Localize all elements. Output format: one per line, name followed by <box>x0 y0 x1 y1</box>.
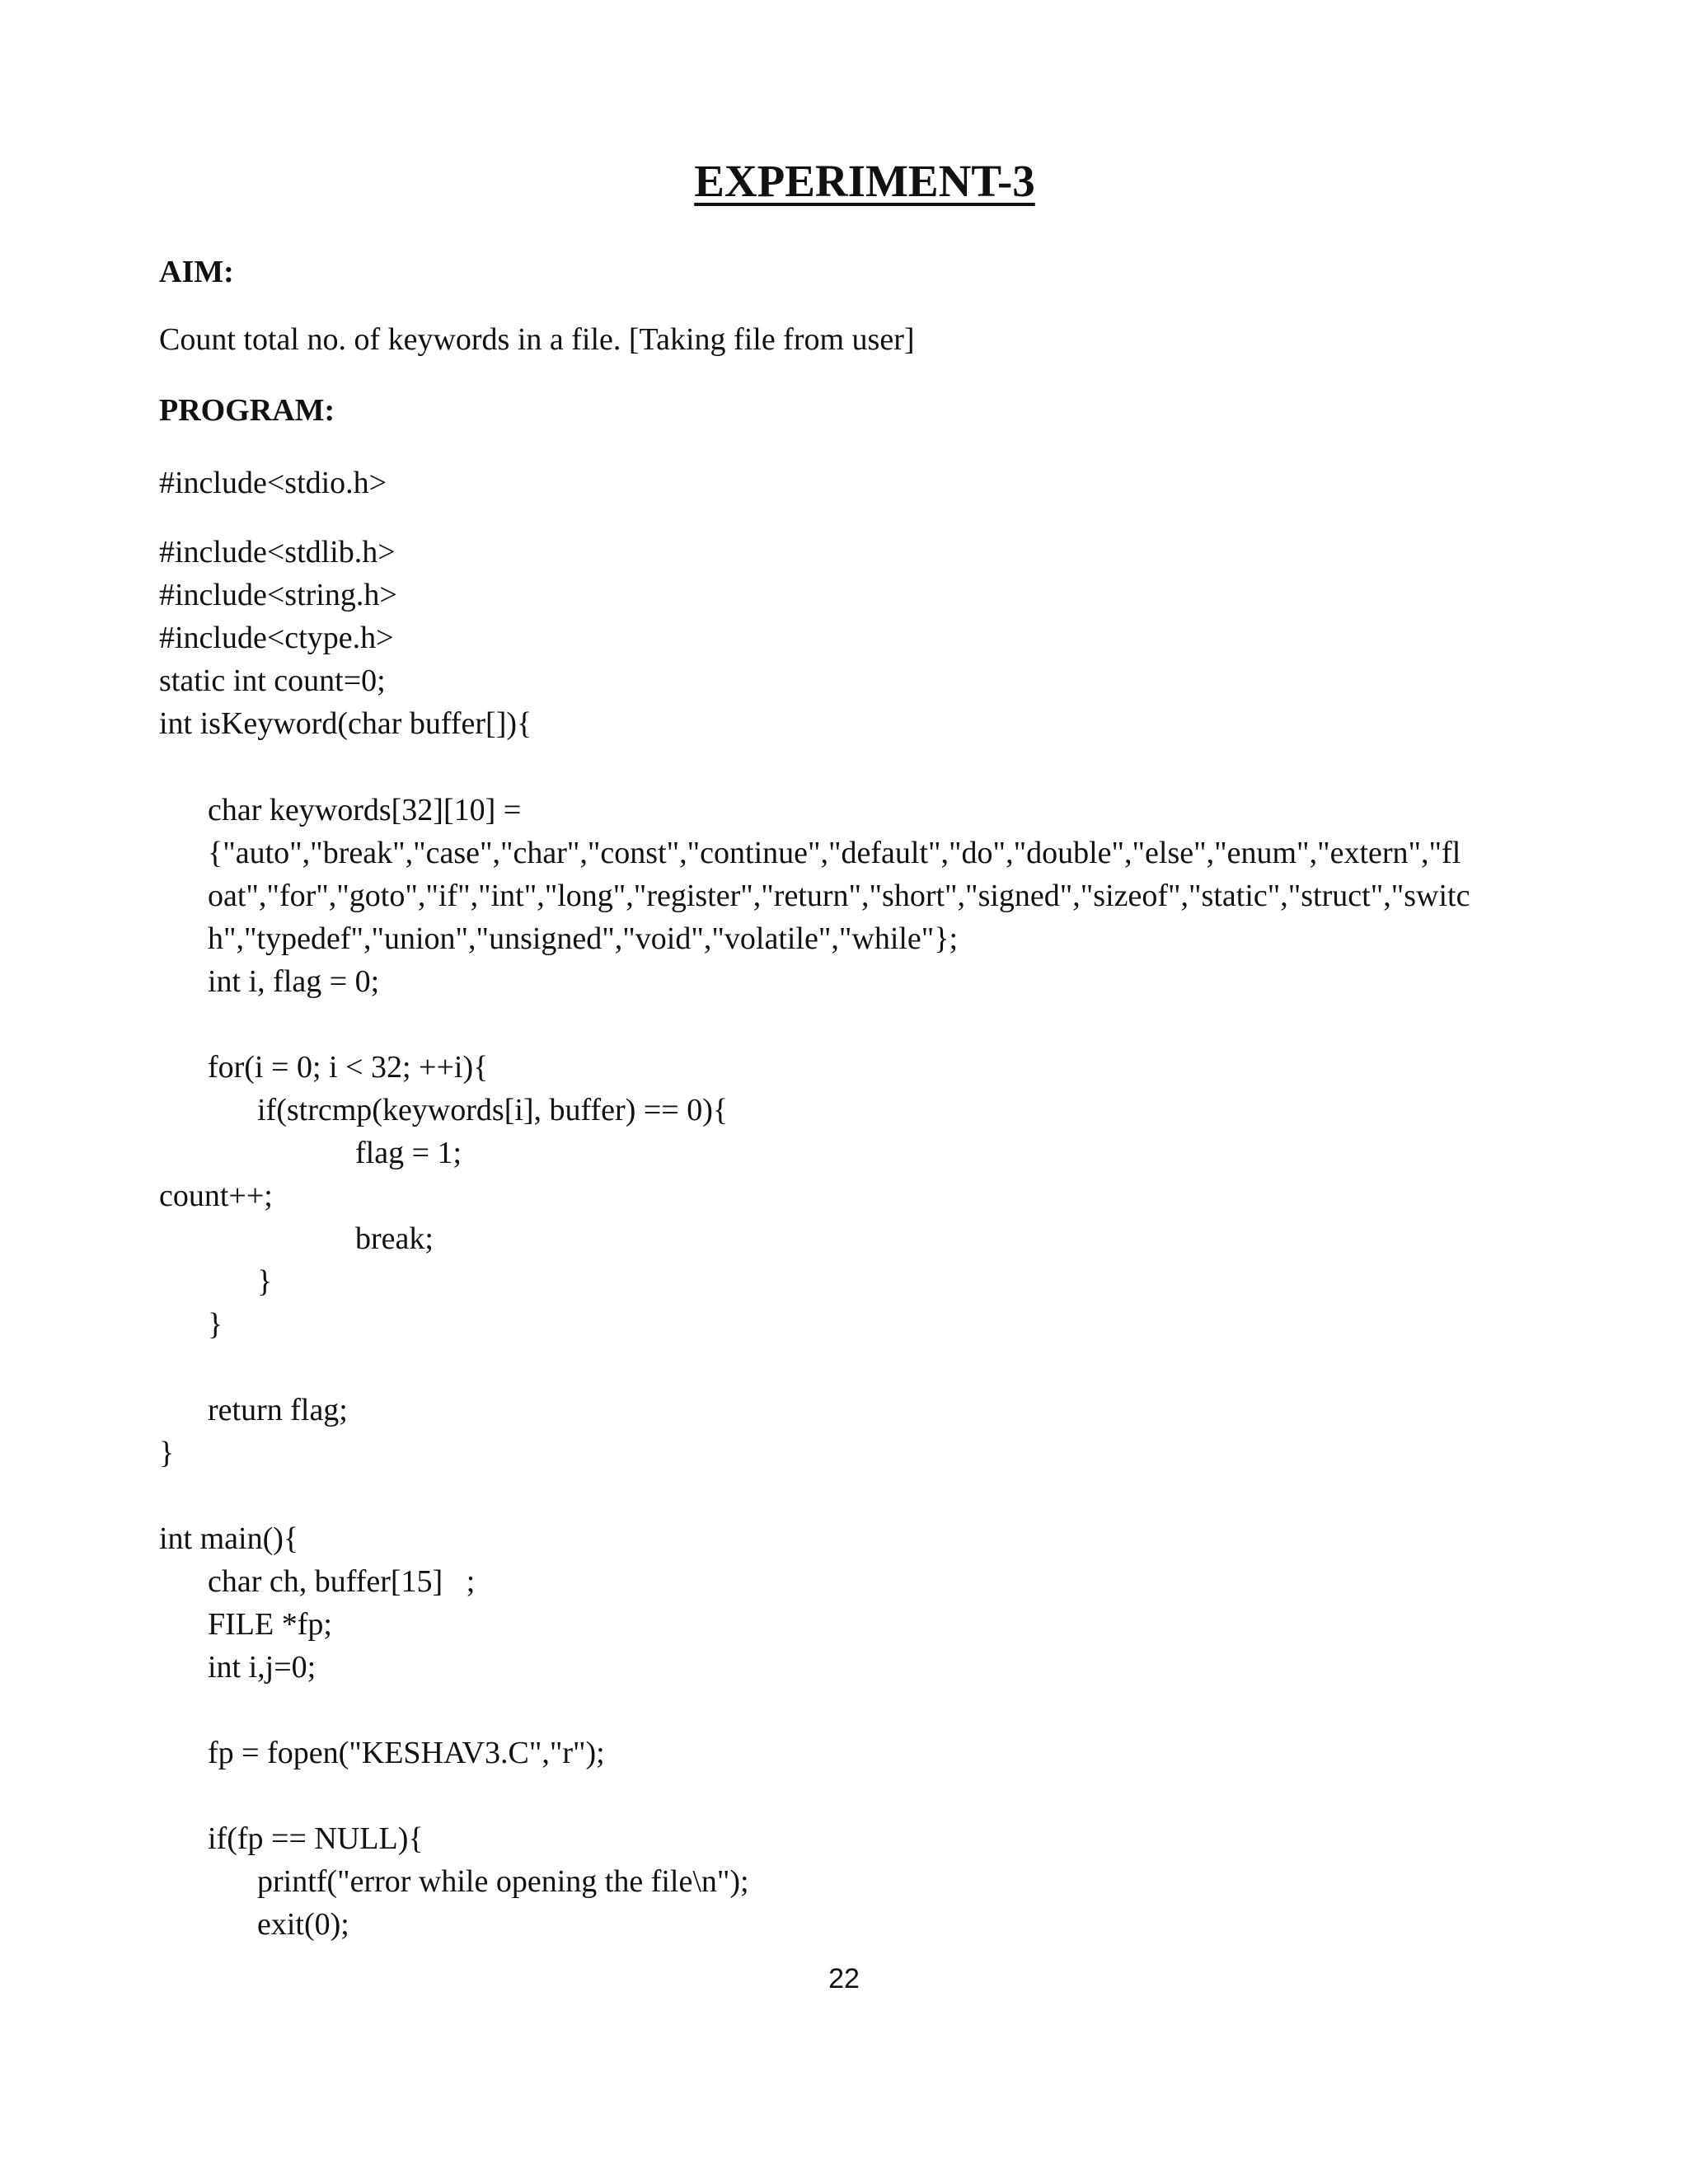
code-line: } <box>257 1264 273 1299</box>
code-line: if(fp == NULL){ <box>208 1821 424 1856</box>
code-line: for(i = 0; i < 32; ++i){ <box>208 1050 489 1085</box>
code-line: exit(0); <box>257 1907 349 1942</box>
aim-heading: AIM: <box>159 255 234 289</box>
page-title: EXPERIMENT-3 <box>694 156 1035 206</box>
code-line: flag = 1; <box>355 1136 462 1170</box>
program-heading: PROGRAM: <box>159 393 335 428</box>
code-line: int i,j=0; <box>208 1650 316 1685</box>
code-line: h","typedef","union","unsigned","void","volatile","while"}; <box>208 921 959 956</box>
code-line: #include<stdio.h> <box>159 466 387 500</box>
code-line: static int count=0; <box>159 663 386 698</box>
code-line: oat","for","goto","if","int","long","register","return","short","signed","sizeof","static","struct","switc <box>208 879 1470 913</box>
code-line: } <box>208 1307 223 1342</box>
code-line: printf("error while opening the file\n"); <box>257 1864 749 1899</box>
aim-text: Count total no. of keywords in a file. [Taking file from user] <box>159 322 915 357</box>
code-line: int i, flag = 0; <box>208 964 380 999</box>
code-line: char ch, buffer[15] ; <box>208 1564 476 1599</box>
code-line: #include<ctype.h> <box>159 621 394 655</box>
code-line: break; <box>355 1221 434 1256</box>
code-line: {"auto","break","case","char","const","continue","default","do","double","else","enum","extern","fl <box>208 836 1461 870</box>
code-line: if(strcmp(keywords[i], buffer) == 0){ <box>257 1093 729 1127</box>
code-line: FILE *fp; <box>208 1607 332 1642</box>
code-line: fp = fopen("KESHAV3.C","r"); <box>208 1736 605 1770</box>
code-line: return flag; <box>208 1393 348 1427</box>
code-line: } <box>159 1436 175 1470</box>
code-line: int isKeyword(char buffer[]){ <box>159 706 532 741</box>
code-line: #include<string.h> <box>159 578 397 612</box>
page-number: 22 <box>828 1963 860 1994</box>
code-line: char keywords[32][10] = <box>208 793 522 827</box>
code-line: count++; <box>159 1179 273 1213</box>
code-line: #include<stdlib.h> <box>159 535 396 569</box>
code-line: int main(){ <box>159 1521 299 1556</box>
